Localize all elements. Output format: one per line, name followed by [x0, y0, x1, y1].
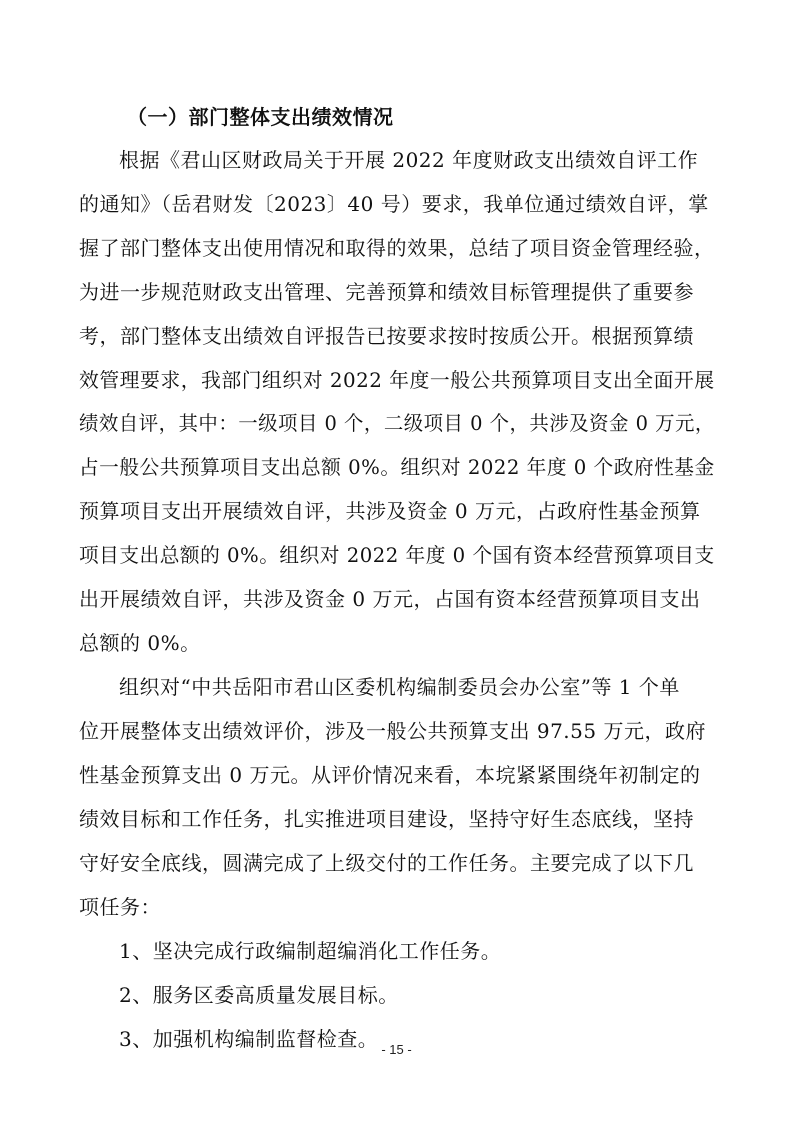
text-line: 考，部门整体支出绩效自评报告已按要求按时按质公开。根据预算绩 — [79, 324, 694, 348]
text-line: 为进一步规范财政支出管理、完善预算和绩效目标管理提供了重要参 — [79, 280, 694, 304]
text-line: 效管理要求，我部门组织对 2022 年度一般公共预算项目支出全面开展 — [79, 368, 715, 392]
text-line: 绩效目标和工作任务，扎实推进项目建设，坚持守好生态底线，坚持 — [79, 807, 694, 831]
text-line: 总额的 0%。 — [79, 631, 201, 655]
text-line: 出开展绩效自评，共涉及资金 0 万元，占国有资本经营预算项目支出 — [79, 587, 701, 611]
task-item: 1、坚决完成行政编制超编消化工作任务。 — [119, 939, 502, 963]
task-item: 3、加强机构编制监督检查。 — [119, 1027, 379, 1051]
page-number: - 15 - — [381, 1042, 412, 1057]
text-line: 占一般公共预算项目支出总额 0%。组织对 2022 年度 0 个政府性基金 — [79, 455, 715, 479]
text-line: 项目支出总额的 0%。组织对 2022 年度 0 个国有资本经营预算项目支 — [79, 543, 715, 567]
text-line: 性基金预算支出 0 万元。从评价情况来看，本垸紧紧围绕年初制定的 — [79, 763, 701, 787]
text-line: 项任务： — [79, 895, 161, 919]
text-line: 守好安全底线，圆满完成了上级交付的工作任务。主要完成了以下几 — [79, 851, 694, 875]
text-line: 绩效自评，其中：一级项目 0 个，二级项目 0 个，共涉及资金 0 万元， — [79, 411, 715, 435]
text-line: 的通知》（岳君财发〔2023〕40 号）要求，我单位通过绩效自评，掌 — [79, 192, 709, 216]
text-line: 预算项目支出开展绩效自评，共涉及资金 0 万元，占政府性基金预算 — [79, 499, 701, 523]
text-line: 握了部门整体支出使用情况和取得的效果，总结了项目资金管理经验， — [79, 236, 715, 260]
text-line: 位开展整体支出绩效评价，涉及一般公共预算支出 97.55 万元，政府 — [79, 719, 706, 743]
text-line: 组织对“中共岳阳市君山区委机构编制委员会办公室”等 1 个单 — [119, 675, 680, 699]
section-heading: （一）部门整体支出绩效情况 — [127, 105, 394, 129]
task-item: 2、服务区委高质量发展目标。 — [119, 983, 399, 1007]
text-line: 根据《君山区财政局关于开展 2022 年度财政支出绩效自评工作 — [119, 148, 699, 172]
